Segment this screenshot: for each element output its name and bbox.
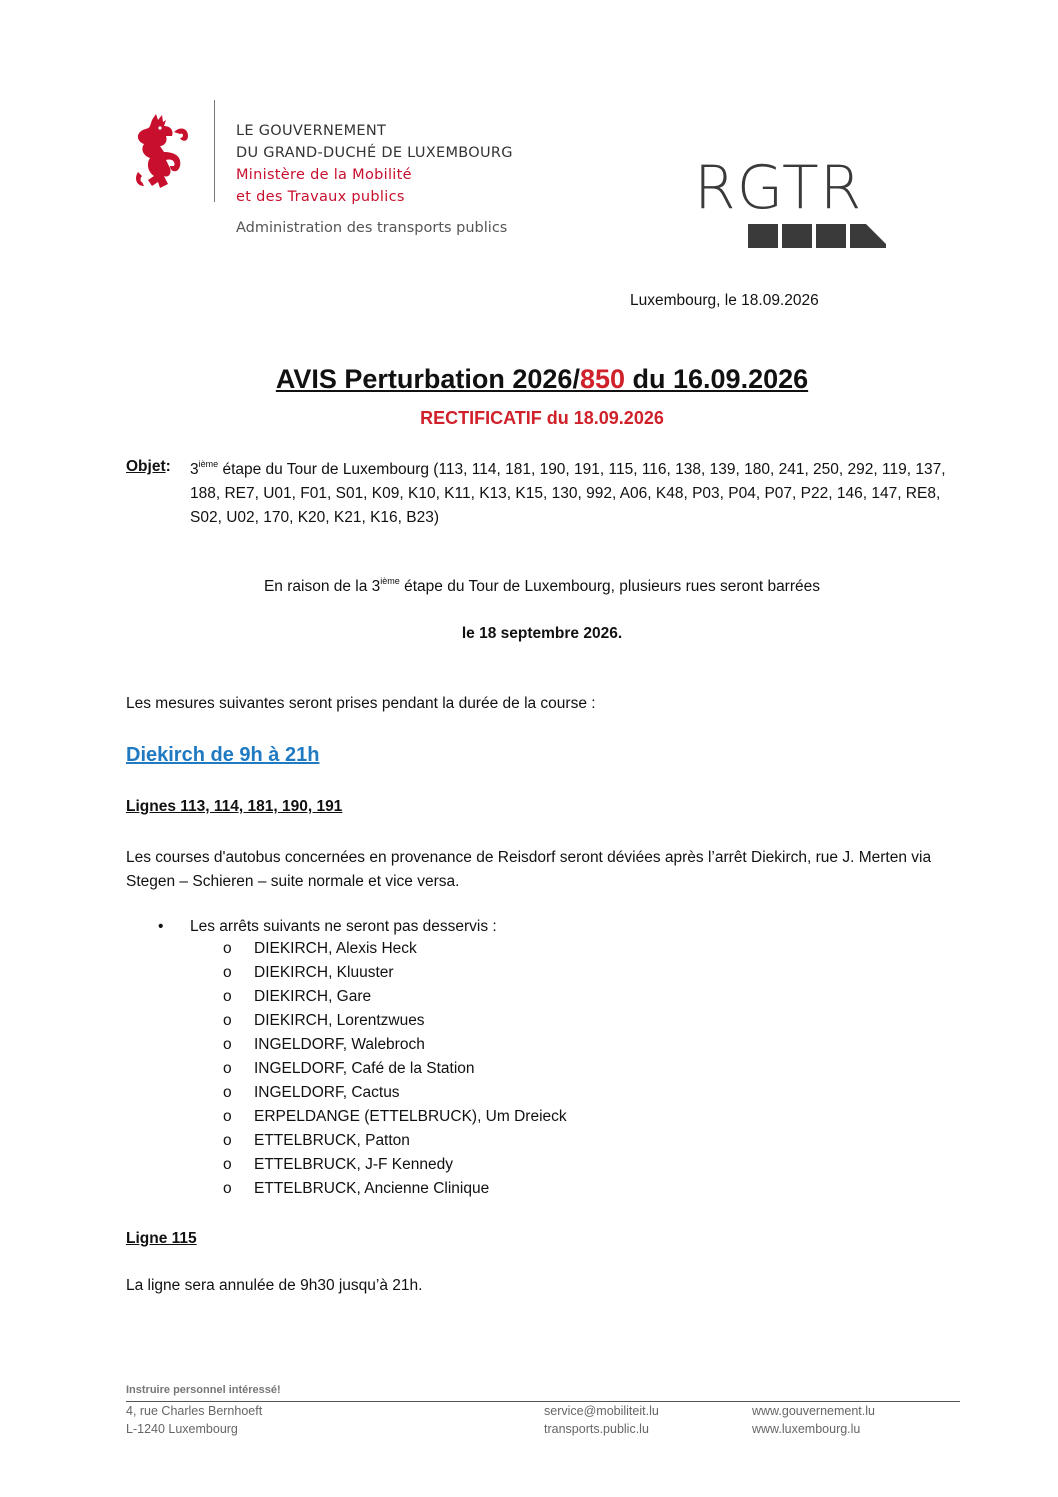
footer-email-link[interactable]: service@mobiliteit.lu [544, 1404, 659, 1418]
intro-before: En raison de la 3 [263, 578, 381, 595]
bullet-text: Les arrêts suivants ne seront pas desservis : [190, 918, 497, 935]
sub-bullet-icon: o [223, 940, 232, 957]
objet-label [126, 458, 171, 476]
sub-bullet-icon: o [223, 1036, 232, 1053]
objet-ordinal: 3 [190, 461, 199, 478]
header-divider [214, 100, 215, 202]
sub-bullet-icon: o [223, 988, 232, 1005]
line-115-text: La ligne sera annulée de 9h30 jusqu’à 21h. [126, 1277, 423, 1294]
page-subtitle: RECTIFICATIF du 18.09.2026 [420, 408, 664, 428]
lines-heading: Lignes 113, 114, 181, 190, 191 [126, 798, 343, 815]
objet-label-text: Objet [126, 458, 166, 475]
intro-sup: ième [380, 576, 400, 586]
gov-line-1: LE GOUVERNEMENT [236, 123, 387, 139]
title-prefix: AVIS Perturbation 2026/ [275, 364, 580, 394]
sub-bullet-icon: o [223, 1060, 232, 1077]
stop-name: DIEKIRCH, Kluuster [254, 964, 394, 981]
stop-name: INGELDORF, Café de la Station [254, 1060, 475, 1077]
title-suffix: du 16.09.2026 [625, 364, 809, 394]
intro-date: le 18 septembre 2026. [461, 625, 623, 642]
stop-name: DIEKIRCH, Alexis Heck [254, 940, 417, 957]
footer-divider [126, 1401, 960, 1402]
page-title [0, 364, 1058, 395]
footer-address-2: L-1240 Luxembourg [126, 1422, 238, 1436]
rgtr-logo-bar-icon [748, 224, 886, 248]
stop-name: ETTELBRUCK, Patton [254, 1132, 410, 1149]
objet-text [190, 458, 970, 530]
sub-bullet-icon: o [223, 1180, 232, 1197]
stop-name: DIEKIRCH, Gare [254, 988, 372, 1005]
document-date: Luxembourg, le 18.09.2026 [630, 292, 819, 309]
intro-after: étape du Tour de Luxembourg, plusieurs rues seront barrées [399, 578, 821, 595]
footer-site-link[interactable]: transports.public.lu [544, 1422, 649, 1436]
stop-name: INGELDORF, Cactus [254, 1084, 400, 1101]
stop-name: ETTELBRUCK, Ancienne Clinique [254, 1180, 490, 1197]
luxembourg-lion-emblem-icon [130, 112, 192, 192]
section-heading-diekirch: Diekirch de 9h à 21h [126, 744, 320, 766]
administration-name: Administration des transports publics [236, 220, 508, 236]
sub-bullet-icon: o [223, 1132, 232, 1149]
sub-bullet-icon: o [223, 964, 232, 981]
footer-web-link-2[interactable]: www.luxembourg.lu [752, 1422, 861, 1436]
gov-line-2: DU GRAND-DUCHÉ DE LUXEMBOURG [236, 145, 513, 161]
ministry-line-2: et des Travaux publics [236, 189, 405, 205]
government-name [236, 120, 513, 208]
intro-text [0, 578, 1058, 596]
sub-bullet-icon: o [223, 1108, 232, 1125]
footer-web-link-1[interactable]: www.gouvernement.lu [752, 1404, 875, 1418]
sub-bullet-icon: o [223, 1012, 232, 1029]
stop-name: DIEKIRCH, Lorentzwues [254, 1012, 425, 1029]
objet-colon: : [165, 458, 171, 475]
footer-address-1: 4, rue Charles Bernhoeft [126, 1404, 263, 1418]
measures-intro: Les mesures suivantes seront prises pendant la durée de la course : [126, 695, 596, 712]
sub-bullet-icon: o [223, 1156, 232, 1173]
sub-bullet-icon: o [223, 1084, 232, 1101]
objet-body: étape du Tour de Luxembourg (113, 114, 181, 190, 191, 115, 116, 138, 139, 180, 241, 250, 292, 119, 137, 188, RE7, U01, F01, S01, K09, K10, K11, K13, K15, 130, 992, A06, K48, P03, P04, P07, P22, 146, 147, RE8, S02, U02, 170, K20, K21, K16, B23) [190, 461, 946, 526]
objet-ordinal-sup: ième [198, 459, 219, 469]
deviation-paragraph: Les courses d'autobus concernées en provenance de Reisdorf seront déviées après l’arrêt Diekirch, rue J. Merten via Stegen – Schieren – suite normale et vice versa. [126, 849, 932, 890]
bullet-icon: • [158, 918, 164, 935]
stop-name: ETTELBRUCK, J-F Kennedy [254, 1156, 453, 1173]
title-number: 850 [579, 364, 626, 394]
rgtr-logo-text: RGTR [694, 153, 863, 223]
ministry-line-1: Ministère de la Mobilité [236, 167, 412, 183]
stop-name: INGELDORF, Walebroch [254, 1036, 425, 1053]
line-115-heading: Ligne 115 [126, 1230, 197, 1247]
footer-note: Instruire personnel intéressé! [126, 1384, 281, 1396]
stop-name: ERPELDANGE (ETTELBRUCK), Um Dreieck [254, 1108, 567, 1125]
